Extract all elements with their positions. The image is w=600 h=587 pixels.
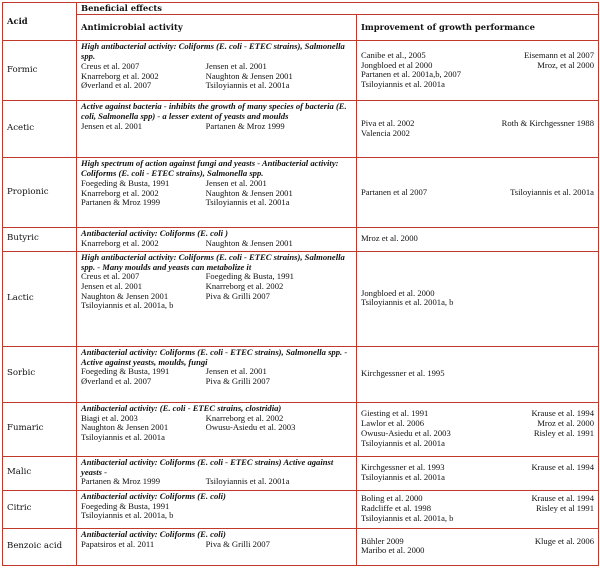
antimicrobial-description: Antibacterial activity: Coliforms (E. coli ) [81, 228, 229, 239]
reference-entry: Boling et al. 2000 [361, 493, 423, 504]
acid-name: Formic [3, 41, 77, 101]
table-row [3, 228, 599, 251]
reference-entry: Giesting et al. 1991 [361, 408, 429, 419]
antimicrobial-cell [77, 101, 357, 158]
reference-entry: Owusu-Asiedu et al. 2003 [205, 422, 296, 433]
table-row [3, 158, 599, 228]
acid-name: Malic [3, 456, 77, 490]
reference-entry: Tsiloyiannis et al. 2001a [510, 186, 594, 197]
reference-entry: Jongbloed et al 2000 [361, 59, 433, 70]
growth-performance-cell [357, 346, 599, 402]
growth-performance-cell [357, 228, 599, 251]
reference-entry: Knarreborg et al. 2002 [205, 412, 284, 423]
growth-reference-line: Jongbloed et al. 2000 [361, 287, 435, 298]
antimicrobial-description: Antibacterial activity: Coliforms (E. coli - ETEC strains), Salmonella spp. - Active against yeasts, moulds, fungi [81, 346, 348, 367]
reference-entry: Mroz, et al 2000 [537, 59, 594, 70]
reference-entry: Canibe et al., 2005 [361, 50, 426, 61]
growth-performance-cell [357, 158, 599, 228]
antimicrobial-description: Antibacterial activity: Coliforms (E. coli - ETEC strains) Active against yeasts - [81, 456, 334, 477]
table-row [3, 528, 599, 565]
table-row [3, 490, 599, 528]
antimicrobial-reference-line: Tsiloyiannis et al. 2001a, b [81, 510, 174, 521]
antimicrobial-reference-line [81, 198, 352, 208]
reference-entry: Creus et al. 2007 [81, 271, 140, 282]
reference-entry: Foegeding & Busta, 1991 [81, 366, 170, 377]
acid-name: Sorbic [3, 346, 77, 402]
growth-reference-line: Tsiloyiannis et al. 2001a [361, 437, 445, 448]
reference-entry: Krause et al. 1994 [531, 493, 594, 504]
reference-entry: Knarreborg et al. 2002 [81, 70, 159, 81]
antimicrobial-reference-line: Tsiloyiannis et al. 2001a, b [81, 300, 174, 311]
growth-performance-cell [357, 41, 599, 101]
table-row [3, 251, 599, 346]
antimicrobial-cell [77, 490, 357, 528]
antimicrobial-reference-line [81, 377, 352, 387]
reference-entry: Naughton & Jensen 2001 [205, 238, 293, 249]
antimicrobial-cell [77, 251, 357, 346]
antimicrobial-description: Antibacterial activity: Coliforms (E. coli) [81, 490, 226, 501]
reference-entry: Tsiloyiannis et al. 2001a [205, 197, 290, 208]
growth-reference-line: Tsiloyiannis et al. 2001a, b [361, 512, 454, 523]
table-row [3, 346, 599, 402]
reference-entry: Papatsiros et al. 2011 [81, 538, 155, 549]
reference-entry: Owusu-Asiedu et al. 2003 [361, 427, 451, 438]
antimicrobial-cell [77, 158, 357, 228]
reference-entry: Jensen et al. 2001 [205, 366, 267, 377]
reference-entry: Krause et al. 1994 [531, 462, 594, 473]
growth-reference-line: Valencia 2002 [361, 127, 410, 138]
reference-entry: Biagi et al. 2003 [81, 412, 138, 423]
reference-entry: Knarreborg et al. 2002 [81, 238, 159, 249]
reference-entry: Naughton & Jensen 2001 [205, 187, 293, 198]
growth-reference-line: Tsiloyiannis et al. 2001a [361, 79, 445, 90]
reference-entry: Naughton & Jensen 2001 [81, 290, 169, 301]
acid-name: Lactic [3, 251, 77, 346]
reference-entry: Lawlor et al. 2006 [361, 418, 425, 429]
table-row [3, 41, 599, 101]
acid-name: Acetic [3, 101, 77, 158]
table-body [3, 41, 599, 565]
antimicrobial-cell [77, 41, 357, 101]
table-row [3, 456, 599, 490]
growth-reference-line: Mroz et al. 2000 [361, 233, 418, 244]
acid-name: Benzoic acid [3, 528, 77, 565]
antimicrobial-reference-line [81, 81, 352, 91]
antimicrobial-description: High spectrum of action against fungi and yeasts - Antibacterial activity: Coliforms (E. coli - ETEC strains), Salmonella spp. [81, 158, 339, 179]
table-row [3, 101, 599, 158]
reference-entry: Krause et al. 1994 [531, 408, 594, 419]
growth-reference-line [361, 188, 594, 198]
growth-reference-line: Tsiloyiannis et al. 2001a, b [361, 297, 454, 308]
reference-entry: Risley et al. 1991 [533, 427, 594, 438]
growth-performance-cell [357, 456, 599, 490]
reference-entry: Piva et al. 2002 [361, 118, 415, 129]
antimicrobial-cell [77, 402, 357, 456]
reference-entry: Creus et al. 2007 [81, 60, 140, 71]
reference-entry: Knarreborg et al. 2002 [205, 281, 284, 291]
reference-entry: Bühler 2009 [361, 535, 404, 546]
reference-entry: Naughton & Jensen 2001 [205, 70, 293, 81]
growth-performance-cell [357, 251, 599, 346]
reference-entry: Partanen et al 2007 [361, 186, 428, 197]
reference-entry: Roth & Kirchgessner 1988 [501, 118, 594, 129]
growth-performance-cell [357, 528, 599, 565]
header-beneficial-effects: Beneficial effects [77, 3, 599, 15]
acid-name: Butyric [3, 228, 77, 251]
antimicrobial-cell [77, 528, 357, 565]
reference-entry: Risley et al 1991 [536, 503, 594, 514]
antimicrobial-reference-line [81, 540, 352, 550]
reference-entry: Partanen & Mroz 1999 [81, 197, 160, 208]
antimicrobial-cell [77, 346, 357, 402]
growth-reference-line: Maribo et al. 2000 [361, 545, 425, 556]
growth-performance-cell [357, 101, 599, 158]
header-growth-performance: Improvement of growth performance [357, 15, 599, 41]
reference-entry: Naughton & Jensen 2001 [81, 422, 169, 433]
reference-entry: Mroz et al. 2000 [537, 418, 594, 429]
header-antimicrobial-activity: Antimicrobial activity [77, 15, 357, 41]
antimicrobial-reference-line [81, 477, 352, 487]
reference-entry: Jensen et al. 2001 [205, 60, 267, 71]
reference-entry: Tsiloyiannis et al. 2001a [205, 476, 290, 487]
antimicrobial-description: Active against bacteria - inhibits the growth of many species of bacteria (E. coli, Salmonella spp) - a lesser extent of yeasts and moulds [81, 101, 347, 122]
antimicrobial-description: High antibacterial activity: Coliforms (E. coli - ETEC strains), Salmonella spp. - Many moulds and yeasts can metabolize it [81, 251, 345, 272]
reference-entry: Kluge et al. 2006 [534, 535, 594, 546]
reference-entry: Øverland et al. 2007 [81, 80, 152, 91]
reference-entry: Partanen & Mroz 1999 [205, 120, 285, 131]
acid-name: Citric [3, 490, 77, 528]
antimicrobial-reference-line [81, 239, 352, 249]
reference-entry: Knarreborg et al. 2002 [81, 187, 159, 198]
reference-entry: Foegeding & Busta, 1991 [205, 271, 294, 282]
reference-entry: Piva & Grilli 2007 [205, 290, 270, 301]
reference-entry: Piva & Grilli 2007 [205, 376, 270, 386]
growth-reference-line: Partanen et al. 2001a,b, 2007 [361, 69, 461, 80]
acid-effects-table [2, 2, 599, 566]
antimicrobial-cell [77, 456, 357, 490]
growth-performance-cell [357, 490, 599, 528]
reference-entry: Partanen & Mroz 1999 [81, 476, 160, 487]
growth-performance-cell [357, 402, 599, 456]
reference-entry: Jensen et al. 2001 [205, 177, 267, 188]
antimicrobial-reference-line [81, 122, 352, 132]
antimicrobial-reference-line: Tsiloyiannis et al. 2001a [81, 432, 165, 442]
header-acid: Acid [3, 3, 77, 41]
antimicrobial-description: Antibacterial activity: (E. coli - ETEC strains, clostridia) [81, 402, 282, 413]
acid-name: Fumaric [3, 402, 77, 456]
reference-entry: Foegeding & Busta, 1991 [81, 177, 170, 188]
reference-entry: Jensen et al. 2001 [81, 281, 143, 291]
antimicrobial-cell [77, 228, 357, 251]
reference-entry: Piva & Grilli 2007 [205, 538, 270, 549]
reference-entry: Øverland et al. 2007 [81, 376, 152, 386]
reference-entry: Jensen et al. 2001 [81, 120, 143, 131]
acid-name: Propionic [3, 158, 77, 228]
reference-entry: Eisemann et al 2007 [524, 50, 594, 61]
reference-entry: Tsiloyiannis et al. 2001a [205, 80, 290, 91]
table-row [3, 402, 599, 456]
growth-reference-line: Kirchgessner et al. 1995 [361, 368, 445, 379]
growth-reference-line: Tsiloyiannis et al. 2001a [361, 471, 445, 482]
antimicrobial-description: High antibacterial activity: Coliforms (E. coli - ETEC strains), Salmonella spp. [81, 41, 345, 62]
antimicrobial-description: Antibacterial activity: Coliforms (E. coli) [81, 528, 226, 539]
antimicrobial-reference-line: Foegeding & Busta, 1991 [81, 500, 170, 511]
reference-entry: Kirchgessner et al. 1993 [361, 462, 445, 473]
reference-entry: Radcliffe et al. 1998 [361, 503, 432, 514]
